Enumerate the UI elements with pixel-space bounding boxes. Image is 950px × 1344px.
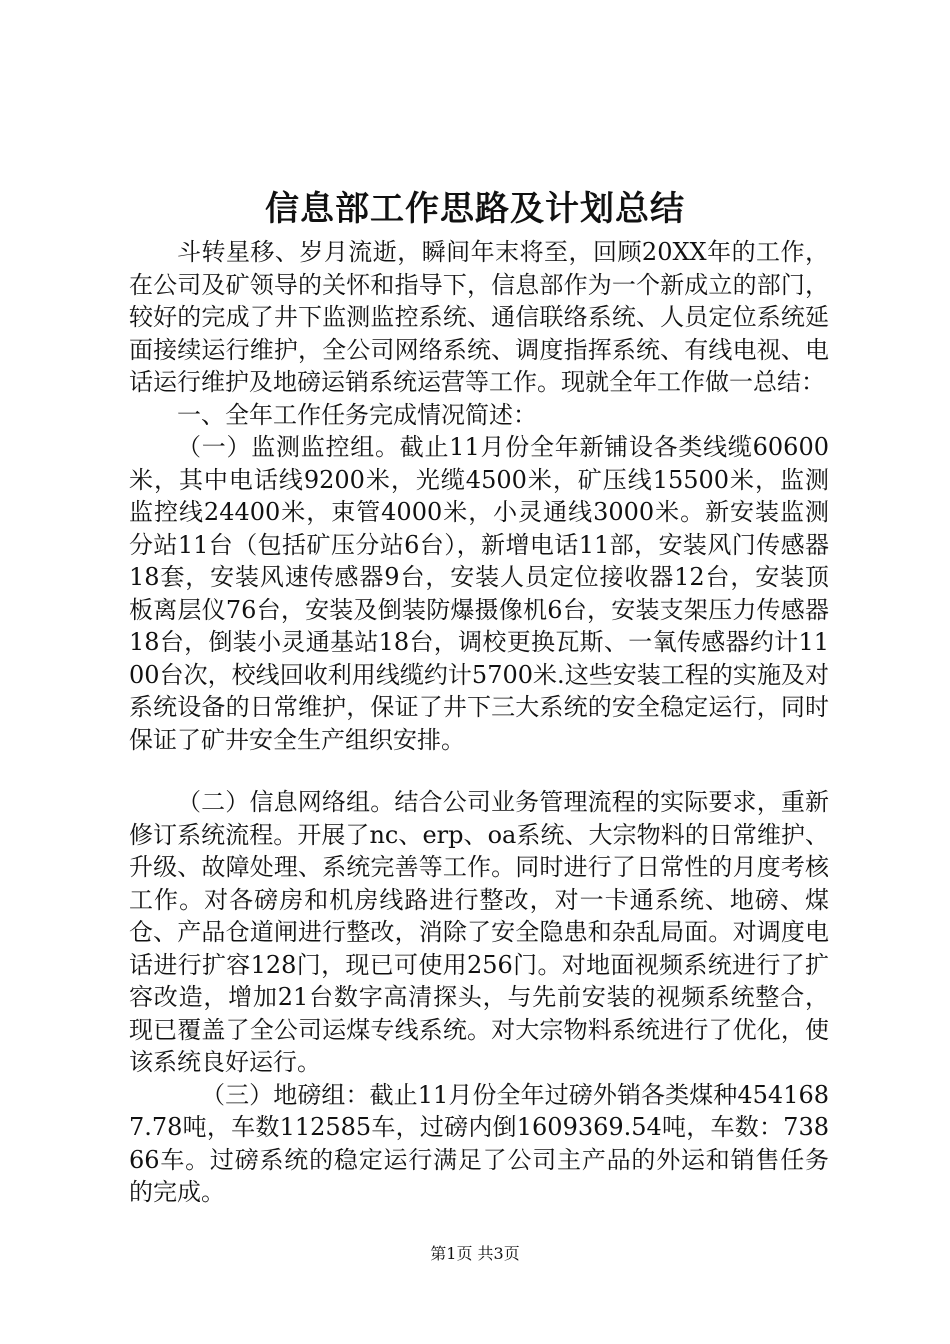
document-title: 信息部工作思路及计划总结 [265,189,685,229]
weighbridge-paragraph: （三）地磅组：截止11月份全年过磅外销各类煤种4541687.78吨，车数112585车，过磅内倒1609369.54吨，车数：73866车。过磅系统的稳定运行满足了公司主产品的外运和销售任务的完成。 [129,1080,829,1206]
network-paragraph: （二）信息网络组。结合公司业务管理流程的实际要求，重新修订系统流程。开展了nc、erp、oa系统、大宗物料的日常维护、升级、故障处理、系统完善等工作。同时进行了日常性的月度考核工作。对各磅房和机房线路进行整改，对一卡通系统、地磅、煤仓、产品仓道闸进行整改，消除了安全隐患和杂乱局面。对调度电话进行扩容128门，现已可使用256门。对地面视频系统进行了扩容改造，增加21台数字高清探头，与先前安装的视频系统整合，现已覆盖了全公司运煤专线系统。对大宗物料系统进行了优化，使该系统良好运行。 [129,788,829,1076]
intro-paragraph: 斗转星移、岁月流逝，瞬间年末将至，回顾20XX年的工作，在公司及矿领导的关怀和指导下，信息部作为一个新成立的部门，较好的完成了井下监测监控系统、通信联络系统、人员定位系统延面接续运行维护，全公司网络系统、调度指挥系统、有线电视、电话运行维护及地磅运销系统运营等工作。现就全年工作做一总结： [129,238,829,396]
document-body [129,236,829,1209]
monitoring-paragraph: （一）监测监控组。截止11月份全年新铺设各类线缆60600米，其中电话线9200米，光缆4500米，矿压线15500米，监测监控线24400米，束管4000米，小灵通线3000米。新安装监测分站11台（包括矿压分站6台），新增电话11部，安装风门传感器18套，安装风速传感器9台，安装人员定位接收器12台，安装顶板离层仪76台，安装及倒装防爆摄像机6台，安装支架压力传感器18台，倒装小灵通基站18台，调校更换瓦斯、一氧传感器约计1100台次，校线回收利用线缆约计5700米.这些安装工程的实施及对系统设备的日常维护，保证了井下三大系统的安全稳定运行，同时保证了矿井安全生产组织安排。 [129,433,829,754]
page-number: 第1页 共3页 [430,1244,520,1263]
section-heading: 一、全年工作任务完成情况简述： [177,400,537,429]
